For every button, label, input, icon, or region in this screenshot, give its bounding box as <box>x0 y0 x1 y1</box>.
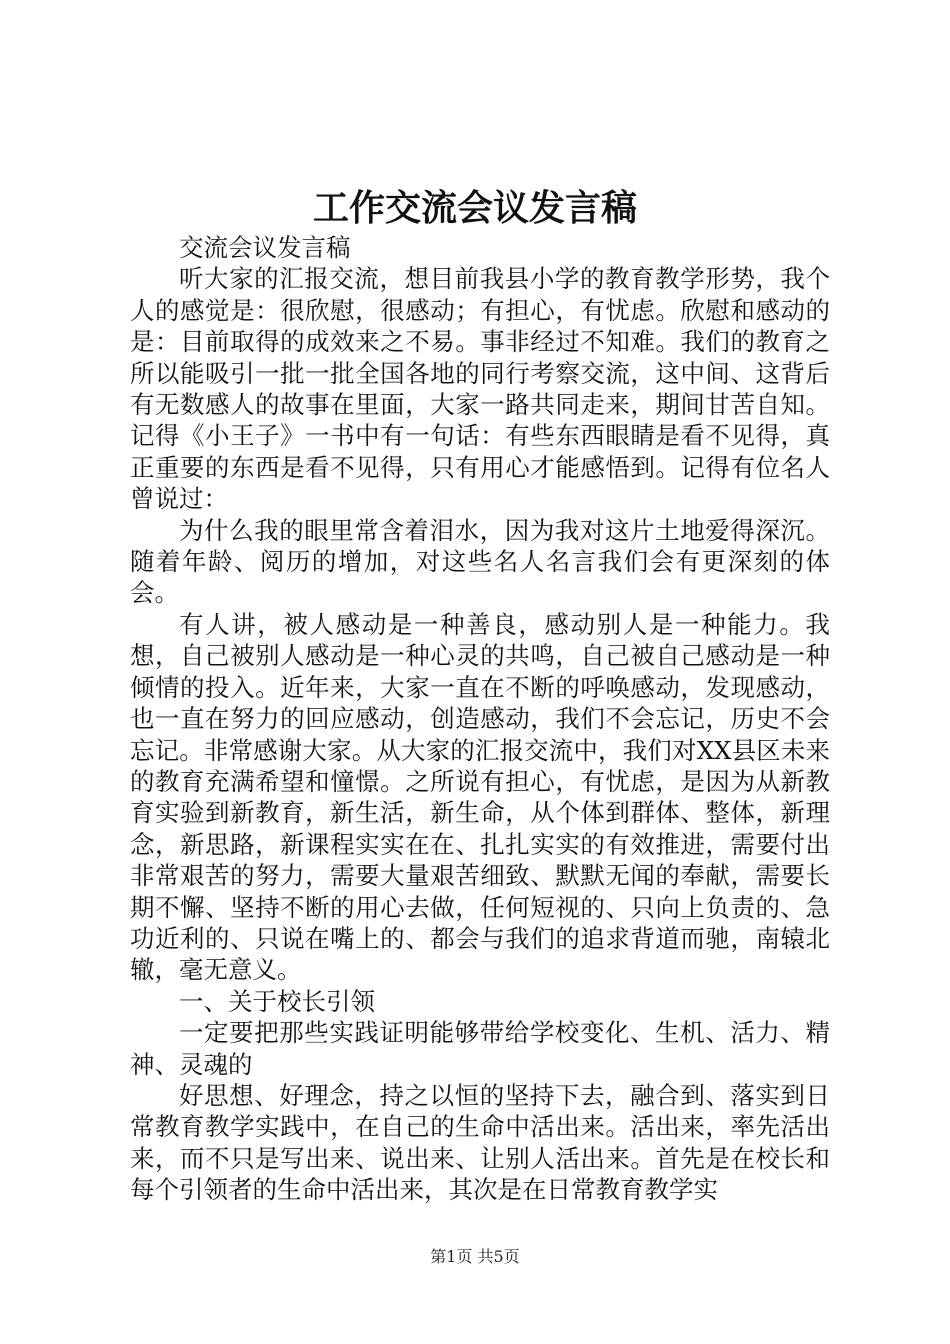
paragraph: 听大家的汇报交流，想目前我县小学的教育教学形势，我个人的感觉是：很欣慰，很感动；有担心，有忧虑。欣慰和感动的是：目前取得的成效来之不易。事非经过不知难。我们的教育之所以能吸引一批一批全国各地的同行考察交流，这中间、这背后有无数感人的故事在里面，大家一路共同走来，期间甘苦自知。记得《小王子》一书中有一句话：有些东西眼睛是看不见得，真正重要的东西是看不见得，只有用心才能感悟到。记得有位名人曾说过： <box>130 264 830 514</box>
document-title: 工作交流会议发言稿 <box>312 187 637 229</box>
paragraph: 好思想、好理念，持之以恒的坚持下去，融合到、落实到日常教育教学实践中，在自己的生命中活出来。活出来，率先活出来，而不只是写出来、说出来、让别人活出来。首先是在校长和每个引领者的生命中活出来，其次是在日常教育教学实 <box>130 1080 830 1205</box>
paragraph: 为什么我的眼里常含着泪水，因为我对这片土地爱得深沉。随着年龄、阅历的增加，对这些名人名言我们会有更深刻的体会。 <box>130 515 830 608</box>
document-body <box>130 232 830 1206</box>
section-heading: 一、关于校长引领 <box>179 986 375 1016</box>
paragraph: 一定要把那些实践证明能够带给学校变化、生机、活力、精神、灵魂的 <box>130 1018 830 1079</box>
paragraph: 有人讲，被人感动是一种善良，感动别人是一种能力。我想，自己被别人感动是一种心灵的共鸣，自己被自己感动是一种倾情的投入。近年来，大家一直在不断的呼唤感动，发现感动，也一直在努力的回应感动，创造感动，我们不会忘记，历史不会忘记。非常感谢大家。从大家的汇报交流中，我们对XX县区未来的教育充满希望和憧憬。之所说有担心，有忧虑，是因为从新教育实验到新教育，新生活，新生命，从个体到群体、整体，新理念，新思路，新课程实实在在、扎扎实实的有效推进，需要付出非常艰苦的努力，需要大量艰苦细致、默默无闻的奉献，需要长期不懈、坚持不断的用心去做，任何短视的、只向上负责的、急功近利的、只说在嘴上的、都会与我们的追求背道而驰，南辕北辙，毫无意义。 <box>130 609 830 985</box>
page-footer: 第1页 共5页 <box>430 1247 520 1266</box>
paragraph: 交流会议发言稿 <box>179 233 351 262</box>
